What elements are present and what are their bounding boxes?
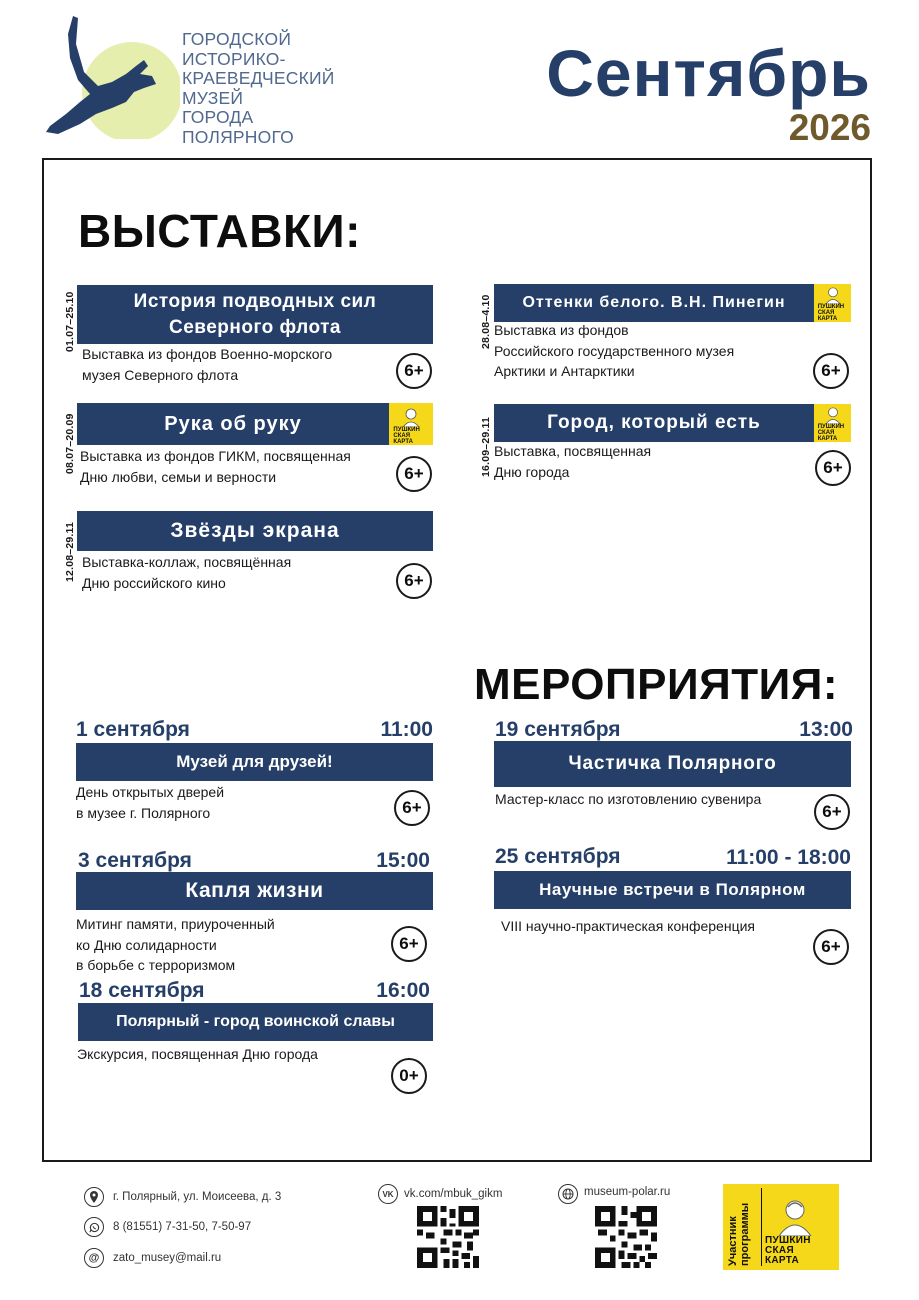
badge-divider bbox=[761, 1188, 762, 1266]
event-title: Частичка Полярного bbox=[568, 753, 777, 774]
participant-label: Участник программы bbox=[727, 1202, 751, 1266]
qr-code-site[interactable] bbox=[595, 1206, 657, 1268]
exhibition-dates: 28.08–4.10 bbox=[480, 294, 492, 349]
vk-icon: VK bbox=[378, 1184, 398, 1204]
email-link[interactable]: zato_musey@mail.ru bbox=[113, 1252, 222, 1264]
pushkin-portrait-icon bbox=[401, 407, 421, 427]
event-title-bar bbox=[76, 743, 433, 781]
age-rating-badge: 0+ bbox=[391, 1058, 427, 1094]
org-line: ИСТОРИКО- bbox=[182, 48, 286, 69]
exhibition-description: Выставка, посвященная Дню города bbox=[494, 443, 652, 480]
age-rating-badge: 6+ bbox=[396, 563, 432, 599]
globe-icon bbox=[558, 1184, 578, 1204]
exhibition-description: Выставка из фондов Российского государственного музея Арктики и Антарктики bbox=[494, 322, 735, 379]
pushkin-card-badge: ПУШКИН СКАЯ КАРТА bbox=[389, 403, 433, 445]
email-at-icon: @ bbox=[84, 1248, 104, 1268]
event-time: 11:00 bbox=[380, 718, 433, 741]
phone-text[interactable]: 8 (81551) 7-31-50, 7-50-97 bbox=[113, 1221, 252, 1233]
age-rating-badge: 6+ bbox=[815, 450, 851, 486]
qr-code-vk[interactable] bbox=[417, 1206, 479, 1268]
exhibition-dates: 08.07–20.09 bbox=[64, 413, 76, 474]
event-description: Митинг памяти, приуроченный ко Дню солидарности в борьбе с терроризмом bbox=[76, 916, 275, 973]
exhibition-dates: 16.09–29.11 bbox=[480, 416, 492, 477]
event-description: VIII научно-практическая конференция bbox=[501, 918, 755, 934]
year-title: 2026 bbox=[788, 107, 871, 148]
event-date: 3 сентября bbox=[78, 849, 192, 872]
event-description: День открытых дверей в музее г. Полярного bbox=[76, 784, 225, 821]
pushkin-portrait-icon bbox=[824, 406, 842, 424]
exhibition-title: Город, который есть bbox=[547, 412, 761, 433]
event-date: 18 сентября bbox=[79, 979, 205, 1002]
event-title-bar bbox=[76, 872, 433, 910]
exhibition-dates: 12.08–29.11 bbox=[64, 521, 76, 582]
event-title: Капля жизни bbox=[185, 879, 324, 902]
vk-link[interactable]: vk.com/mbuk_gikm bbox=[404, 1188, 503, 1200]
event-time: 13:00 bbox=[799, 718, 853, 741]
event-time: 15:00 bbox=[376, 849, 430, 872]
org-line: ПОЛЯРНОГО bbox=[182, 126, 294, 147]
exhibition-title-bar bbox=[494, 284, 814, 322]
exhibition-title: Северного флота bbox=[168, 316, 341, 338]
pushkin-card-label: ПУШКИН СКАЯ КАРТА bbox=[765, 1235, 811, 1266]
age-rating-badge: 6+ bbox=[814, 794, 850, 830]
org-name bbox=[182, 30, 382, 147]
age-rating-badge: 6+ bbox=[394, 790, 430, 826]
address-text: г. Полярный, ул. Моисеева, д. 3 bbox=[113, 1191, 282, 1203]
website-link[interactable]: museum-polar.ru bbox=[584, 1186, 671, 1198]
exhibition-title: История подводных сил bbox=[133, 290, 377, 312]
exhibition-dates: 01.07–25.10 bbox=[64, 291, 76, 352]
age-rating-badge: 6+ bbox=[396, 456, 432, 492]
exhibition-title-bar bbox=[77, 403, 389, 445]
event-description: Экскурсия, посвященная Дню города bbox=[77, 1046, 318, 1062]
exhibition-title: Рука об руку bbox=[164, 412, 302, 435]
pushkin-portrait-icon bbox=[824, 286, 842, 304]
event-description: Мастер-класс по изготовлению сувенира bbox=[495, 791, 762, 807]
location-pin-icon bbox=[84, 1187, 104, 1207]
whatsapp-icon bbox=[84, 1217, 104, 1237]
museum-logo bbox=[40, 14, 180, 139]
pushkin-card-badge: ПУШКИН СКАЯ КАРТА bbox=[814, 404, 851, 442]
pushkin-portrait-icon bbox=[775, 1196, 815, 1236]
event-title-bar bbox=[494, 871, 851, 909]
exhibition-description: Выставка-коллаж, посвящённая Дню российского кино bbox=[82, 554, 292, 591]
event-title-bar bbox=[494, 741, 851, 787]
exhibition-title-bar bbox=[494, 404, 814, 442]
org-line: КРАЕВЕДЧЕСКИЙ bbox=[182, 68, 335, 88]
age-rating-badge: 6+ bbox=[391, 926, 427, 962]
event-title: Музей для друзей! bbox=[176, 752, 333, 771]
event-time: 11:00 - 18:00 bbox=[726, 846, 851, 869]
age-rating-badge: 6+ bbox=[813, 353, 849, 389]
events-title: МЕРОПРИЯТИЯ: bbox=[474, 660, 838, 709]
org-line: ГОРОДА bbox=[182, 107, 254, 127]
exhibition-title: Звёзды экрана bbox=[170, 519, 340, 542]
event-title: Научные встречи в Полярном bbox=[539, 880, 806, 899]
org-line: МУЗЕЙ bbox=[182, 87, 244, 108]
event-date: 25 сентября bbox=[495, 845, 621, 868]
event-title-bar bbox=[78, 1003, 433, 1041]
event-time: 16:00 bbox=[376, 979, 430, 1002]
exhibitions-title: ВЫСТАВКИ: bbox=[78, 205, 361, 257]
pushkin-card-badge: ПУШКИН СКАЯ КАРТА bbox=[814, 284, 851, 322]
exhibition-description: Выставка из фондов Военно-морского музея Северного флота bbox=[82, 346, 333, 383]
exhibition-title-bar bbox=[77, 285, 433, 344]
org-line: ГОРОДСКОЙ bbox=[182, 29, 292, 49]
exhibition-description: Выставка из фондов ГИКМ, посвященная Дню любви, семьи и верности bbox=[80, 448, 351, 485]
month-title: Сентябрь bbox=[546, 36, 871, 110]
event-date: 19 сентября bbox=[495, 718, 621, 741]
age-rating-badge: 6+ bbox=[813, 929, 849, 965]
exhibition-title: Оттенки белого. В.Н. Пинегин bbox=[522, 294, 786, 311]
age-rating-badge: 6+ bbox=[396, 353, 432, 389]
event-title: Полярный - город воинской славы bbox=[116, 1013, 395, 1030]
exhibition-title-bar bbox=[77, 511, 433, 551]
event-date: 1 сентября bbox=[76, 718, 190, 741]
pushkin-card-participant-badge bbox=[723, 1184, 839, 1270]
